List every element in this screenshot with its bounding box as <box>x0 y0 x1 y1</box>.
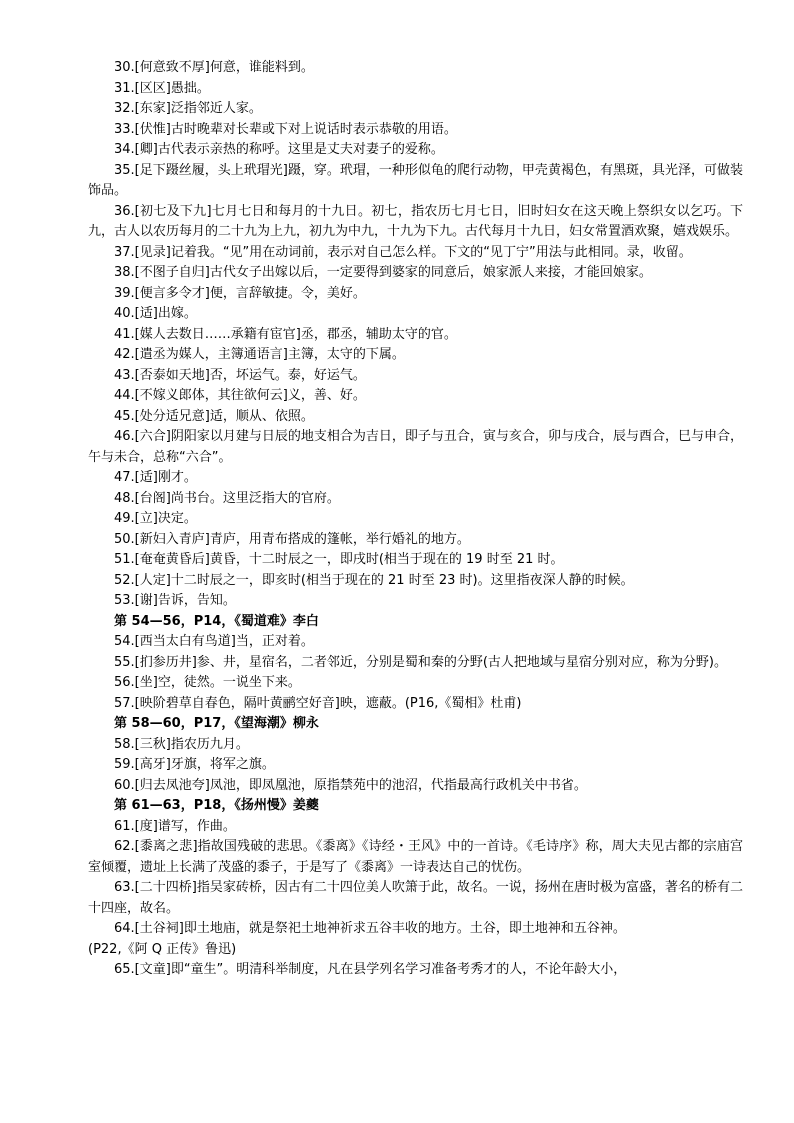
annotation-item: 30.[何意致不厚]何意，谁能料到。 <box>114 60 314 75</box>
annotation-item: 41.[媒人去数日……承籍有宦官]丞，郡丞，辅助太守的官。 <box>114 326 457 342</box>
annotation-item: 60.[归去凤池夸]凤池，即凤凰池，原指禁苑中的池沼，代指最高行政机关中书省。 <box>114 777 587 793</box>
annotation-item: 33.[伏惟]古时晚辈对长辈或下对上说话时表示恭敬的用语。 <box>114 121 457 137</box>
document-page <box>88 58 743 981</box>
section-heading: 第 54—56，P14，《蜀道难》李白 <box>114 613 319 629</box>
annotation-item: 55.[扪参历井]参、井，星宿名，二者邻近，分别是蜀和秦的分野(古人把地域与星宿分别对应，称为分野)。 <box>114 654 727 670</box>
annotation-item: 36.[初七及下九]七月七日和每月的十九日。初七，指农历七月七日，旧时妇女在这天晚上祭织女以乞巧。下九，古人以农历每月的二十九为上九，初九为中九，十九为下九。古代每月十九日，妇女常置酒欢聚，嬉戏娱乐。 <box>88 203 743 239</box>
annotation-item: 38.[不图子自归]古代女子出嫁以后，一定要得到婆家的同意后，娘家派人来接，才能回娘家。 <box>114 265 652 280</box>
annotation-item: 45.[处分适兄意]适，顺从、依照。 <box>114 408 314 424</box>
annotation-item: 65.[文童]即“童生”。明清科举制度，凡在县学列名学习准备考秀才的人，不论年龄大小， <box>114 962 627 977</box>
annotation-item: 59.[高牙]牙旗，将军之旗。 <box>114 757 275 772</box>
annotation-item: 35.[足下蹑丝履，头上玳瑁光]蹑，穿。玳瑁，一种形似龟的爬行动物，甲壳黄褐色，有黑斑，具光泽，可做装饰品。 <box>88 162 743 198</box>
annotation-item: 42.[遣丞为媒人，主簿通语言]主簿，太守的下属。 <box>114 347 405 362</box>
annotation-item: 48.[台阁]尚书台。这里泛指大的官府。 <box>114 490 340 506</box>
annotation-item: 52.[人定]十二时辰之一，即亥时(相当于现在的 21 时至 23 时)。这里指夜深人静的时候。 <box>114 572 634 588</box>
annotation-item: 31.[区区]愚拙。 <box>114 80 210 96</box>
annotation-item: 50.[新妇入青庐]青庐，用青布搭成的篷帐，举行婚礼的地方。 <box>114 531 470 547</box>
annotation-item: 51.[奄奄黄昏后]黄昏，十二时辰之一，即戌时(相当于现在的 19 时至 21 时。 <box>114 552 564 567</box>
section-heading: 第 61—63，P18，《扬州慢》姜夔 <box>114 798 319 813</box>
annotation-item: 56.[坐]空，徒然。一说坐下来。 <box>114 675 301 690</box>
annotation-item: 37.[见录]记着我。“见”用在动词前，表示对自己怎么样。下文的“见丁宁”用法与此相同。录，收留。 <box>114 244 692 260</box>
annotation-item: 32.[东家]泛指邻近人家。 <box>114 101 262 116</box>
annotation-item: 63.[二十四桥]指吴家砖桥，因古有二十四位美人吹箫于此，故名。一说，扬州在唐时极为富盛，著名的桥有二十四座，故名。 <box>88 880 743 916</box>
annotation-item: 57.[映阶碧草自春色，隔叶黄鹂空好音]映，遮蔽。(P16,《蜀相》杜甫) <box>114 695 522 711</box>
annotation-item: 47.[适]刚才。 <box>114 470 197 485</box>
annotation-item: 62.[黍离之悲]指故国残破的悲思。《黍离》《诗经・王风》中的一首诗。《毛诗序》称，周大夫见古都的宗庙宫室倾覆，遗址上长满了茂盛的黍子，于是写了《黍离》一诗表达自己的忧伤。 <box>88 839 743 875</box>
annotation-item: 46.[六合]阴阳家以月建与日辰的地支相合为吉日，即子与丑合，寅与亥合，卯与戌合，辰与酉合，巳与申合，午与未合，总称“六合”。 <box>88 429 743 465</box>
annotation-item: 61.[度]谱写，作曲。 <box>114 818 236 834</box>
annotation-item: 53.[谢]告诉，告知。 <box>114 593 236 608</box>
annotation-item: 58.[三秋]指农历九月。 <box>114 736 249 752</box>
annotation-item: 49.[立]决定。 <box>114 511 197 526</box>
annotation-item: 39.[便言多令才]便，言辞敏捷。令，美好。 <box>114 285 366 301</box>
annotation-item: 34.[卿]古代表示亲热的称呼。这里是丈夫对妻子的爱称。 <box>114 142 444 157</box>
annotation-item: 64.[土谷祠]即土地庙，就是祭祀土地神祈求五谷丰收的地方。土谷，即土地神和五谷神。 <box>114 921 626 936</box>
annotation-item: 43.[否泰如天地]否，坏运气。泰，好运气。 <box>114 367 366 383</box>
source-note: (P22,《阿 Q 正传》鲁迅) <box>88 941 237 957</box>
annotation-item: 40.[适]出嫁。 <box>114 306 197 321</box>
annotation-item: 44.[不嫁义郎体，其往欲何云]义，善、好。 <box>114 388 366 403</box>
annotation-item: 54.[西当太白有鸟道]当，正对着。 <box>114 634 314 649</box>
section-heading: 第 58—60，P17，《望海潮》柳永 <box>114 716 319 731</box>
